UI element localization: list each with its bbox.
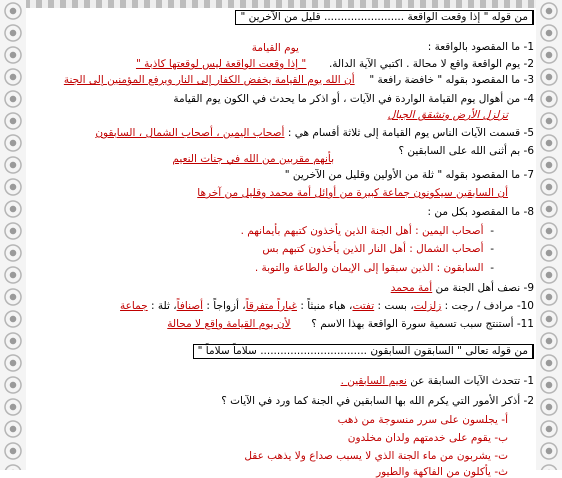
q2-answer: " إذا وقعت الواقعة ليس لوقعتها كاذبة " [135,58,307,70]
q10-sep-3: ، أزواجاً : [203,300,246,312]
q8-item-1: - أصحاب اليمين : أهل الجنة الذين يأخذون كتبهم بأيمانهم . [240,225,494,237]
q5-text: 5- قسمت الآيات الناس يوم القيامة إلى ثلاثة أقسام هي : [287,127,534,139]
q1-answer-row [30,43,299,54]
q6-answer-row [30,154,334,165]
s2-q2-item-2-text: ب- يقوم على خدمتهم ولدان مخلدون [347,432,508,444]
q8-item-3-text: السابقون : الذين سبقوا إلى الإيمان والطاعة والتوبة . [254,262,484,274]
s2-q1-answer: نعيم السابقين . [340,375,407,387]
section1-heading-row [30,10,534,25]
q6-answer: بأنهم مقربين من الله في جنات النعيم [172,153,334,165]
decorative-border-left [0,0,26,470]
q4-text: 4- من أهوال يوم القيامة الواردة في الآيات ، أو اذكر ما يحدث في الكون يوم القيامة [173,93,534,105]
q3-row [30,75,534,86]
q10-word-1: زلزلت [413,300,442,312]
q9-answer: أمة محمد [390,282,433,294]
s2-q2-item-4-text: ث- يأكلون من الفاكهة والطيور [376,466,508,478]
s2-q2-item-1-text: أ- يجلسون على سرر منسوجة من ذهب [337,414,508,426]
q10-row [30,301,534,312]
q11-text: 11- أستنتج سبب تسمية سورة الواقعة بهذا الاسم ؟ [311,318,534,330]
q3-text: 3- ما المقصود بقوله " خافضة رافعة " [369,74,534,86]
q7-text: 7- ما المقصود بقوله " ثلة من الأولين وقليل من الآخرين " [284,169,534,181]
q10-word-2: تفتت [352,300,375,312]
q5-answer: أصحاب اليمين ، أصحاب الشمال ، السابقون [95,127,285,139]
q8-item-2-text: أصحاب الشمال : أهل النار الذين يأخذون كتبهم بس [262,243,484,255]
q1-text: 1- ما المقصود بالواقعة : [427,41,534,53]
q10-text: 10- مرادف / رجت : [444,300,534,312]
s2-q2-text: 2- أذكر الأمور التي يكرم الله بها السابقين في الجنة كما ورد في الآيات ؟ [221,395,534,407]
q6-text: 6- بم أثنى الله على السابقين ؟ [398,145,534,157]
s2-q2-item-2 [30,433,508,444]
q7-answer: أن السابقين سيكونون جماعة كبيرة من أوائل أمة محمد وقليل من آخرها [197,187,508,199]
q7-row [30,170,534,181]
s2-q2-item-3-text: ت- يشربون من ماء الجنة الذي لا يسبب صداع ولا يذهب عقل [244,450,508,462]
q8-row [30,207,534,218]
worksheet-page [30,4,534,478]
q10-sep-4: ، ثلة : [147,300,177,312]
q9-text: 9- نصف أهل الجنة من [435,282,534,294]
s2-q1-text: 1- تتحدث الآيات السابقة عن [410,375,534,387]
q4-row [30,94,534,105]
section2-heading-row [30,344,534,359]
q2-row [30,59,534,70]
q8-item-1-text: أصحاب اليمين : أهل الجنة الذين يأخذون كتبهم بأيمانهم . [240,225,484,237]
section2-heading: من قوله تعالى " السابقون السابقون ................................ سلاماً سلاماً " [193,344,534,359]
q9-row [30,283,534,294]
s2-q2-item-3 [30,451,508,462]
q10-word-4: أصنافاً [176,300,204,312]
q10-word-3: غباراً متفرقاً [245,300,297,312]
section1-heading: من قوله " إذا وقعت الواقعة ........................ قليل من الآخرين " [235,10,534,25]
q10-word-5: جماعة [120,300,148,312]
q11-answer: لأن يوم القيامة واقع لا محالة [167,318,291,330]
q7-answer-row [30,188,508,199]
q4-answer: تزلزل الأرض وتشقق الجبال [387,109,508,121]
q10-sep-2: ، هباء منبثاً : [297,300,353,312]
s2-q2-row [30,396,534,407]
q8-text: 8- ما المقصود بكل من : [427,206,534,218]
q11-row [30,319,534,330]
q1-answer: يوم القيامة [251,42,299,54]
q10-sep-1: ، بست : [374,300,414,312]
q5-row [30,128,534,139]
s2-q1-row [30,376,534,387]
q8-item-3: - السابقون : الذين سبقوا إلى الإيمان والطاعة والتوبة . [254,262,494,274]
decorative-border-right [536,0,562,470]
q3-answer: أن الله يوم القيامة يخفض الكفار إلى النار ويرفع المؤمنين إلى الجنة [63,74,355,86]
s2-q2-item-1 [30,415,508,426]
q2-text: 2- يوم الواقعة واقع لا محالة . اكتبي الآية الدالة. [328,58,534,70]
q8-item-2: - أصحاب الشمال : أهل النار الذين يأخذون كتبهم بس [262,243,494,255]
s2-q2-item-4 [30,467,508,478]
q4-answer-row [30,110,508,121]
